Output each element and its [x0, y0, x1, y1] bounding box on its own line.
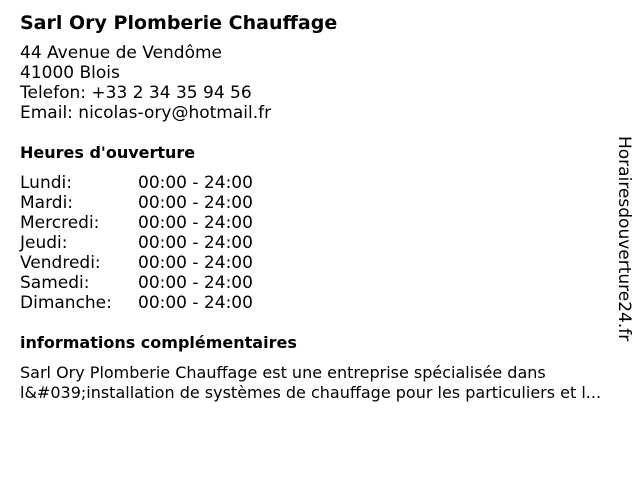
hours-row-wednesday	[20, 213, 610, 233]
hours-row-monday	[20, 173, 610, 193]
time-range: 00:00 - 24:00	[138, 273, 253, 293]
time-range: 00:00 - 24:00	[138, 213, 253, 233]
day-label: Mercredi:	[20, 213, 100, 233]
street-address: 44 Avenue de Vendôme	[20, 43, 223, 63]
info-heading: informations complémentaires	[20, 333, 297, 352]
day-label: Samedi:	[20, 273, 90, 293]
time-range: 00:00 - 24:00	[138, 253, 253, 273]
time-range: 00:00 - 24:00	[138, 173, 253, 193]
business-name: Sarl Ory Plomberie Chauffage	[20, 12, 338, 34]
time-range: 00:00 - 24:00	[138, 193, 253, 213]
contact-block	[20, 43, 610, 123]
day-label: Vendredi:	[20, 253, 101, 273]
phone-line: Telefon: +33 2 34 35 94 56	[20, 83, 252, 103]
day-label: Mardi:	[20, 193, 74, 213]
city-postcode: 41000 Blois	[20, 63, 120, 83]
time-range: 00:00 - 24:00	[138, 293, 253, 313]
hours-row-friday	[20, 253, 610, 273]
hours-row-thursday	[20, 233, 610, 253]
day-label: Dimanche:	[20, 293, 112, 313]
hours-row-sunday	[20, 293, 610, 313]
hours-table	[20, 173, 610, 313]
info-description: Sarl Ory Plomberie Chauffage est une entreprise spécialisée dans l&#039;installation de systèmes de chauffage pour les particuliers et l...	[20, 363, 602, 402]
hours-row-tuesday	[20, 193, 610, 213]
hours-row-saturday	[20, 273, 610, 293]
hours-heading: Heures d'ouverture	[20, 143, 196, 162]
day-label: Jeudi:	[20, 233, 68, 253]
site-watermark: Horairesdouverture24.fr	[614, 136, 634, 342]
email-line: Email: nicolas-ory@hotmail.fr	[20, 103, 272, 123]
business-card	[20, 10, 610, 403]
day-label: Lundi:	[20, 173, 72, 193]
time-range: 00:00 - 24:00	[138, 233, 253, 253]
